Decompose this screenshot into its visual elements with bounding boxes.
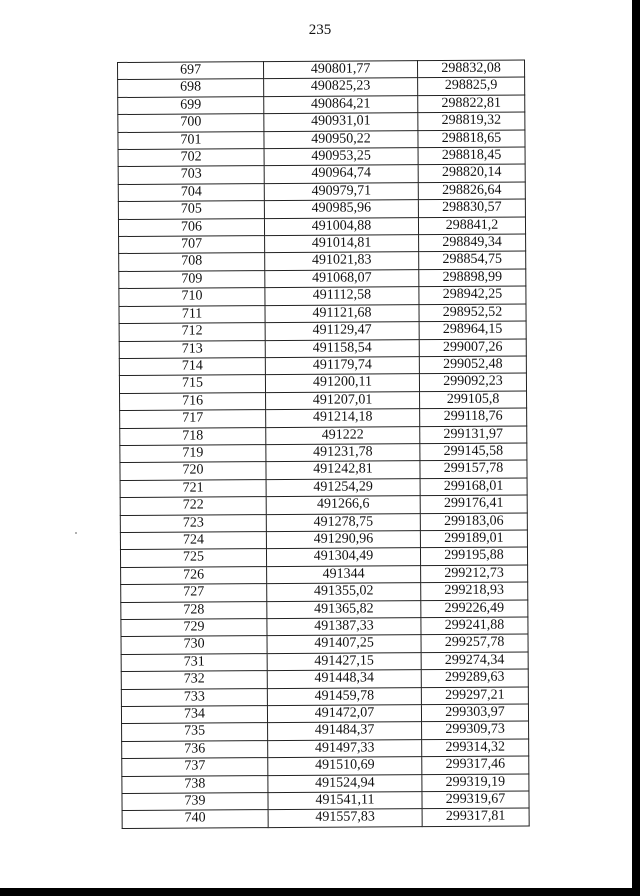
table-row [119, 356, 526, 376]
x-coordinate-cell: 491459,78 [267, 687, 421, 705]
table-row [120, 408, 527, 428]
table-row [121, 704, 528, 724]
x-coordinate-cell: 491004,88 [264, 217, 418, 235]
x-coordinate-cell: 491254,29 [266, 478, 420, 496]
table-row [118, 60, 525, 80]
x-coordinate-cell: 491129,47 [265, 322, 419, 340]
x-coordinate-cell: 490825,23 [264, 78, 418, 96]
y-coordinate-cell: 299319,19 [422, 774, 529, 792]
point-number-cell: 713 [119, 340, 265, 358]
x-coordinate-cell: 491207,01 [266, 391, 420, 409]
table-row [120, 513, 527, 533]
y-coordinate-cell: 298820,14 [418, 164, 525, 182]
x-coordinate-cell: 491068,07 [265, 270, 419, 288]
point-number-cell: 710 [119, 288, 265, 306]
y-coordinate-cell: 298849,34 [419, 234, 526, 252]
table-row [120, 547, 527, 567]
point-number-cell: 739 [122, 793, 268, 811]
x-coordinate-cell: 491557,83 [268, 809, 422, 827]
table-row [119, 286, 526, 306]
x-coordinate-cell: 490864,21 [264, 95, 418, 113]
x-coordinate-cell: 490931,01 [264, 113, 418, 131]
table-row [122, 756, 529, 776]
x-coordinate-cell: 490979,71 [264, 183, 418, 201]
y-coordinate-cell: 298952,52 [419, 304, 526, 322]
x-coordinate-cell: 491200,11 [265, 374, 419, 392]
table-row [118, 77, 525, 97]
point-number-cell: 706 [118, 218, 264, 236]
y-coordinate-cell: 298825,9 [418, 77, 525, 95]
y-coordinate-cell: 298898,99 [419, 269, 526, 287]
y-coordinate-cell: 299241,88 [421, 617, 528, 635]
table-row [119, 339, 526, 359]
x-coordinate-cell: 491510,69 [268, 757, 422, 775]
x-coordinate-cell: 491427,15 [267, 652, 421, 670]
point-number-cell: 716 [120, 392, 266, 410]
point-number-cell: 721 [120, 479, 266, 497]
y-coordinate-cell: 299052,48 [419, 356, 526, 374]
point-number-cell: 701 [118, 131, 264, 149]
point-number-cell: 717 [120, 410, 266, 428]
table-row [122, 739, 529, 759]
table-row [121, 669, 528, 689]
y-coordinate-cell: 298832,08 [417, 60, 524, 78]
table-row [119, 251, 526, 271]
y-coordinate-cell: 299317,46 [422, 756, 529, 774]
y-coordinate-cell: 299303,97 [421, 704, 528, 722]
y-coordinate-cell: 299145,58 [420, 443, 527, 461]
point-number-cell: 704 [118, 183, 264, 201]
table-row [118, 182, 525, 202]
y-coordinate-cell: 299105,8 [420, 391, 527, 409]
y-coordinate-cell: 299157,78 [420, 460, 527, 478]
x-coordinate-cell: 490964,74 [264, 165, 418, 183]
x-coordinate-cell: 491242,81 [266, 461, 420, 479]
table-row [120, 426, 527, 446]
x-coordinate-cell: 491365,82 [267, 600, 421, 618]
point-number-cell: 708 [119, 253, 265, 271]
table-row [122, 721, 529, 741]
x-coordinate-cell: 491158,54 [265, 339, 419, 357]
y-coordinate-cell: 298942,25 [419, 286, 526, 304]
x-coordinate-cell: 490985,96 [264, 200, 418, 218]
table-row [120, 478, 527, 498]
table-row [118, 199, 525, 219]
table-row [119, 234, 526, 254]
point-number-cell: 731 [121, 653, 267, 671]
y-coordinate-cell: 299314,32 [422, 739, 529, 757]
x-coordinate-cell: 491179,74 [265, 357, 419, 375]
table-row [119, 321, 526, 341]
point-number-cell: 729 [121, 619, 267, 637]
y-coordinate-cell: 298819,32 [418, 112, 525, 130]
point-number-cell: 699 [118, 96, 264, 114]
x-coordinate-cell: 491266,6 [266, 496, 420, 514]
x-coordinate-cell: 491121,68 [265, 304, 419, 322]
table-row [119, 373, 526, 393]
x-coordinate-cell: 491497,33 [268, 739, 422, 757]
x-coordinate-cell: 491304,49 [266, 548, 420, 566]
y-coordinate-cell: 298822,81 [418, 95, 525, 113]
point-number-cell: 736 [122, 740, 268, 758]
table-row [118, 147, 525, 167]
x-coordinate-cell: 491524,94 [268, 774, 422, 792]
x-coordinate-cell: 490801,77 [264, 61, 418, 79]
y-coordinate-cell: 299118,76 [420, 408, 527, 426]
y-coordinate-cell: 299317,81 [422, 808, 529, 826]
point-number-cell: 734 [121, 706, 267, 724]
x-coordinate-cell: 491407,25 [267, 635, 421, 653]
page-number: 235 [308, 22, 332, 38]
y-coordinate-cell: 299007,26 [419, 339, 526, 357]
x-coordinate-cell: 490950,22 [264, 130, 418, 148]
y-coordinate-cell: 298818,45 [418, 147, 525, 165]
point-number-cell: 715 [119, 375, 265, 393]
y-coordinate-cell: 298826,64 [418, 182, 525, 200]
y-coordinate-cell: 299212,73 [421, 565, 528, 583]
x-coordinate-cell: 491355,02 [267, 583, 421, 601]
table-row [118, 95, 525, 115]
y-coordinate-cell: 299189,01 [420, 530, 527, 548]
x-coordinate-cell: 491278,75 [266, 513, 420, 531]
point-number-cell: 703 [118, 166, 264, 184]
table-row [120, 460, 527, 480]
table-row [120, 391, 527, 411]
x-coordinate-cell: 491448,34 [267, 670, 421, 688]
table-row [122, 774, 529, 794]
point-number-cell: 720 [120, 462, 266, 480]
y-coordinate-cell: 299257,78 [421, 634, 528, 652]
point-number-cell: 740 [122, 810, 268, 828]
y-coordinate-cell: 299297,21 [421, 687, 528, 705]
table-row [121, 634, 528, 654]
y-coordinate-cell: 299176,41 [420, 495, 527, 513]
y-coordinate-cell: 299289,63 [421, 669, 528, 687]
point-number-cell: 712 [119, 323, 265, 341]
y-coordinate-cell: 299092,23 [419, 373, 526, 391]
y-coordinate-cell: 298964,15 [419, 321, 526, 339]
y-coordinate-cell: 299218,93 [421, 582, 528, 600]
point-number-cell: 702 [118, 149, 264, 167]
point-number-cell: 725 [120, 549, 266, 567]
x-coordinate-cell: 491014,81 [265, 235, 419, 253]
point-number-cell: 728 [121, 601, 267, 619]
x-coordinate-cell: 491541,11 [268, 792, 422, 810]
point-number-cell: 707 [119, 236, 265, 254]
table-row [118, 130, 525, 150]
point-number-cell: 730 [121, 636, 267, 654]
point-number-cell: 738 [122, 775, 268, 793]
table-row [120, 530, 527, 550]
coordinates-table [117, 60, 530, 829]
table-row [118, 112, 525, 132]
x-coordinate-cell: 491021,83 [265, 252, 419, 270]
y-coordinate-cell: 298818,65 [418, 130, 525, 148]
table-row [118, 164, 525, 184]
table-row [122, 808, 529, 828]
y-coordinate-cell: 299319,67 [422, 791, 529, 809]
point-number-cell: 718 [120, 427, 266, 445]
table-row [121, 652, 528, 672]
y-coordinate-cell: 299183,06 [420, 513, 527, 531]
table-row [121, 617, 528, 637]
point-number-cell: 711 [119, 305, 265, 323]
y-coordinate-cell: 299309,73 [422, 721, 529, 739]
point-number-cell: 733 [121, 688, 267, 706]
y-coordinate-cell: 299226,49 [421, 600, 528, 618]
table-row [119, 269, 526, 289]
x-coordinate-cell: 491112,58 [265, 287, 419, 305]
x-coordinate-cell: 491484,37 [268, 722, 422, 740]
scan-speck [75, 532, 77, 534]
y-coordinate-cell: 299168,01 [420, 478, 527, 496]
point-number-cell: 698 [118, 79, 264, 97]
x-coordinate-cell: 491472,07 [267, 705, 421, 723]
point-number-cell: 727 [121, 584, 267, 602]
table-row [120, 443, 527, 463]
point-number-cell: 719 [120, 445, 266, 463]
y-coordinate-cell: 299195,88 [420, 547, 527, 565]
table-row [121, 600, 528, 620]
x-coordinate-cell: 491214,18 [266, 409, 420, 427]
point-number-cell: 732 [121, 671, 267, 689]
x-coordinate-cell: 491231,78 [266, 444, 420, 462]
y-coordinate-cell: 298854,75 [419, 251, 526, 269]
table-row [121, 687, 528, 707]
point-number-cell: 722 [120, 497, 266, 515]
point-number-cell: 714 [119, 358, 265, 376]
point-number-cell: 700 [118, 114, 264, 132]
table-row [119, 304, 526, 324]
point-number-cell: 737 [122, 758, 268, 776]
x-coordinate-cell: 491387,33 [267, 618, 421, 636]
table-row [120, 495, 527, 515]
table-row [118, 217, 525, 237]
x-coordinate-cell: 491222 [266, 426, 420, 444]
point-number-cell: 705 [118, 201, 264, 219]
point-number-cell: 726 [121, 566, 267, 584]
y-coordinate-cell: 299131,97 [420, 426, 527, 444]
point-number-cell: 735 [122, 723, 268, 741]
table-row [121, 582, 528, 602]
table-row [121, 565, 528, 585]
y-coordinate-cell: 298830,57 [418, 199, 525, 217]
y-coordinate-cell: 299274,34 [421, 652, 528, 670]
point-number-cell: 697 [118, 62, 264, 80]
x-coordinate-cell: 490953,25 [264, 148, 418, 166]
point-number-cell: 709 [119, 270, 265, 288]
point-number-cell: 724 [120, 532, 266, 550]
y-coordinate-cell: 298841,2 [418, 217, 525, 235]
table-body [118, 60, 530, 828]
point-number-cell: 723 [120, 514, 266, 532]
x-coordinate-cell: 491290,96 [266, 531, 420, 549]
x-coordinate-cell: 491344 [267, 565, 421, 583]
table-row [122, 791, 529, 811]
